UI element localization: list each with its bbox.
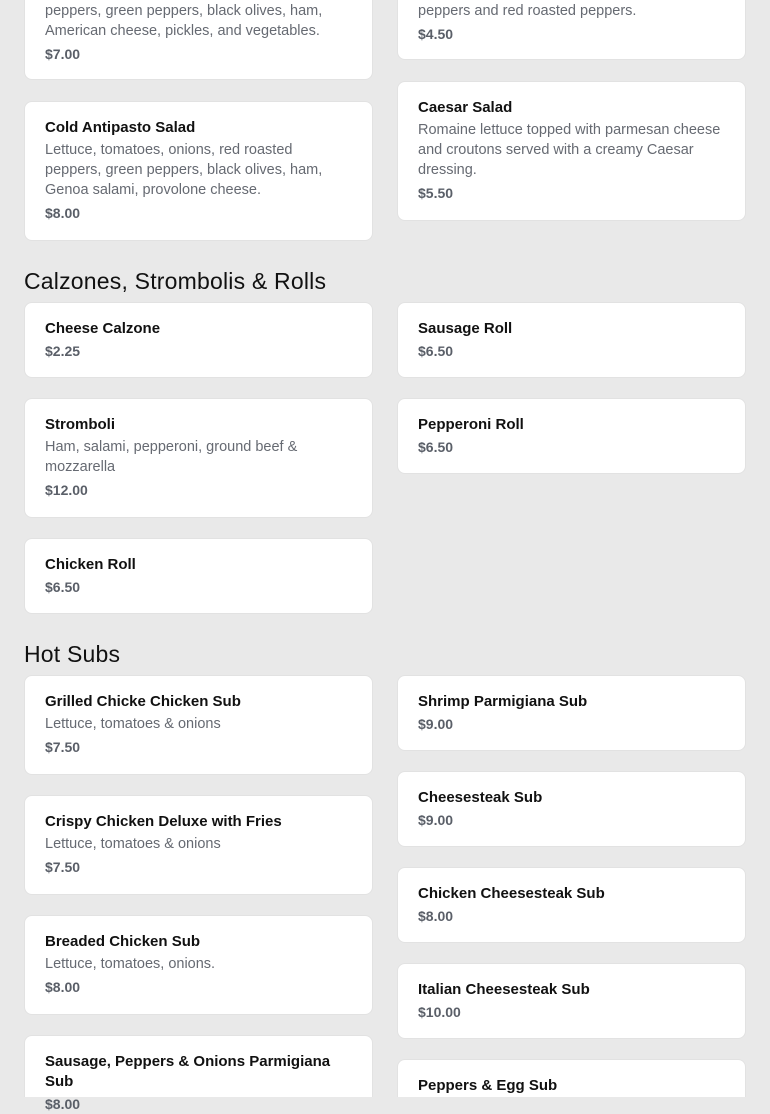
- menu-item-card[interactable]: [24, 675, 373, 775]
- menu-item-name: Cheesesteak Sub: [418, 789, 543, 806]
- menu-item-name: Stromboli: [45, 416, 115, 433]
- menu-item-name: Pepperoni Roll: [418, 416, 524, 433]
- menu-item-card[interactable]: [24, 1035, 373, 1112]
- menu-item-price: $10.00: [418, 1004, 461, 1020]
- menu-item-price: $4.50: [418, 26, 454, 42]
- menu-item-name: Cold Antipasto Salad: [45, 119, 196, 136]
- menu-item-name: Shrimp Parmigiana Sub: [418, 693, 588, 710]
- menu-item-card[interactable]: [397, 302, 746, 378]
- menu-item-card[interactable]: [24, 398, 373, 518]
- menu-item-card[interactable]: [24, 101, 373, 241]
- section-title: Hot Subs: [24, 641, 121, 667]
- menu-item-name: Crispy Chicken Deluxe with Fries: [45, 813, 282, 830]
- menu-item-card[interactable]: [397, 81, 746, 221]
- menu-item-price: $9.00: [418, 716, 454, 732]
- menu-item-name: Peppers & Egg Sub: [418, 1077, 558, 1094]
- menu-item-price: $8.00: [45, 205, 81, 221]
- menu-item-name: Chicken Roll: [45, 556, 136, 573]
- menu-item-price: $12.00: [45, 482, 88, 498]
- menu-item-description: peppers and red roasted peppers.: [418, 3, 637, 19]
- menu-item-price: $8.00: [45, 1096, 81, 1112]
- menu-item-name: Caesar Salad: [418, 99, 513, 116]
- menu-item-price: $7.00: [45, 46, 81, 62]
- menu-item-description: peppers, green peppers, black olives, ham, American cheese, pickles, and vegetables.: [45, 3, 323, 39]
- menu-item-price: $8.00: [418, 908, 454, 924]
- menu-item-description: Lettuce, tomatoes & onions: [45, 836, 221, 852]
- menu-item-name: Chicken Cheesesteak Sub: [418, 885, 605, 902]
- menu-item-card[interactable]: [397, 963, 746, 1039]
- menu-item-card[interactable]: [24, 538, 373, 614]
- menu-item-name: Breaded Chicken Sub: [45, 933, 201, 950]
- menu-item-price: $9.00: [418, 812, 454, 828]
- menu-item-card[interactable]: [24, 0, 373, 80]
- menu-item-card[interactable]: [397, 867, 746, 943]
- menu-item-description: Lettuce, tomatoes, onions.: [45, 956, 216, 972]
- menu-item-card[interactable]: [397, 1059, 746, 1097]
- menu-item-price: $2.25: [45, 343, 81, 359]
- menu-item-price: $6.50: [45, 579, 81, 595]
- menu-item-name: Sausage, Peppers & Onions Parmigiana Sub: [45, 1053, 331, 1090]
- menu-item-card[interactable]: [24, 795, 373, 895]
- menu-item-description: Ham, salami, pepperoni, ground beef & mozzarella: [45, 439, 298, 475]
- menu-item-price: $8.00: [45, 979, 81, 995]
- menu-item-name: Cheese Calzone: [45, 320, 161, 337]
- menu-item-price: $6.50: [418, 343, 454, 359]
- menu-item-description: Romaine lettuce topped with parmesan cheese and croutons served with a creamy Caesar dressing.: [418, 122, 721, 178]
- menu-item-card[interactable]: [24, 302, 373, 378]
- menu-item-name: Sausage Roll: [418, 320, 513, 337]
- menu-item-card[interactable]: [397, 771, 746, 847]
- menu-item-card[interactable]: [397, 398, 746, 474]
- menu-item-card[interactable]: [397, 0, 746, 60]
- menu-item-description: Lettuce, tomatoes, onions, red roasted peppers, green peppers, black olives, ham, Genoa salami, provolone cheese.: [45, 142, 323, 198]
- menu-item-price: $7.50: [45, 739, 81, 755]
- menu-item-price: $5.50: [418, 185, 454, 201]
- section-title: Calzones, Strombolis & Rolls: [24, 268, 327, 294]
- menu-item-description: Lettuce, tomatoes & onions: [45, 716, 221, 732]
- menu-item-card[interactable]: [24, 915, 373, 1015]
- menu-item-name: Grilled Chicke Chicken Sub: [45, 693, 241, 710]
- menu-item-card[interactable]: [397, 675, 746, 751]
- menu-item-price: $7.50: [45, 859, 81, 875]
- menu-item-name: Italian Cheesesteak Sub: [418, 981, 590, 998]
- menu-item-price: $6.50: [418, 439, 454, 455]
